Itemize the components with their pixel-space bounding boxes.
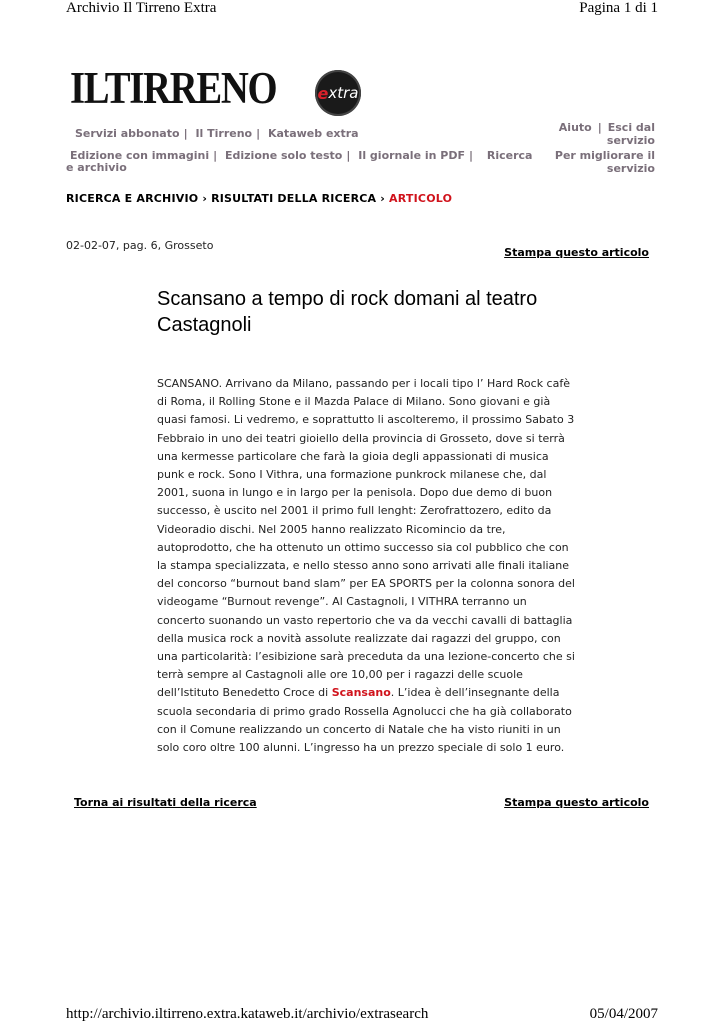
highlight-scansano: Scansano	[331, 686, 391, 700]
nav-edizione-immagini[interactable]: Edizione con immagini	[70, 149, 210, 162]
nav-ricerca[interactable]: Ricerca	[486, 149, 533, 162]
print-article-link-bottom[interactable]: Stampa questo articolo	[504, 796, 649, 809]
nav-sep: |	[183, 127, 188, 140]
nav-sep: |	[346, 149, 351, 162]
nav-ricerca-archivio[interactable]: e archivio	[66, 161, 127, 174]
back-to-results-link[interactable]: Torna ai risultati della ricerca	[74, 796, 257, 809]
nav-ricerca-cont[interactable]	[66, 161, 127, 174]
nav-il-tirreno[interactable]: Il Tirreno	[195, 127, 253, 140]
logo-wordmark: ILTIRRENO	[70, 63, 277, 113]
print-header-page: Pagina 1 di 1	[579, 0, 658, 16]
nav-aiuto[interactable]: Aiuto	[558, 121, 592, 134]
nav-esci[interactable]: Esci dal	[607, 121, 655, 134]
nav-esci-servizio[interactable]: servizio	[606, 134, 655, 147]
nav-giornale-pdf[interactable]: Il giornale in PDF	[358, 149, 466, 162]
nav-sep: |	[469, 149, 474, 162]
nav-row-2	[70, 149, 532, 162]
nav-migliorare-servizio[interactable]: servizio	[606, 162, 655, 175]
article-title: Scansano a tempo di rock domani al teatro Castagnoli	[157, 288, 538, 336]
nav-servizi-abbonato[interactable]: Servizi abbonato	[75, 127, 180, 140]
breadcrumb	[66, 192, 452, 205]
nav-right-1	[559, 121, 655, 147]
nav-sep: |	[256, 127, 261, 140]
badge-e: e	[317, 83, 329, 103]
print-footer-url: http://archivio.iltirreno.extra.kataweb.it/archivio/extrasearch	[66, 1006, 429, 1022]
breadcrumb-ricerca-archivio[interactable]: RICERCA E ARCHIVIO	[66, 192, 199, 205]
extra-badge-icon	[315, 70, 361, 116]
breadcrumb-arrow: ›	[202, 192, 208, 205]
nav-sep: |	[597, 121, 602, 134]
article-body	[157, 375, 577, 757]
print-header-title: Archivio Il Tirreno Extra	[66, 0, 217, 16]
badge-xtra: xtra	[328, 84, 359, 102]
nav-sep: |	[213, 149, 218, 162]
article-body-text: SCANSANO. Arrivano da Milano, passando per i locali tipo l’ Hard Rock cafè di Roma, il Rolling Stone e il Mazda Palace di Milano. Sono giovani e già quasi famosi. Li vedremo, e soprattutto li ascolteremo, il prossimo Sabato 3 Febbraio in uno dei teatri gioiello della provincia di Grosseto, dove si terrà una kermesse particolare che farà la gioia degli appassionati di musica punk e rock. Sono I Vithra, una formazione punkrock milanese che, dal 2001, suona in lungo e in largo per la penisola. Dopo due demo di buon successo, è uscito nel 2001 il primo full lenght: Zerofrattozero, edito da Videoradio dischi. Nel 2005 hanno realizzato Ricomincio da tre, autoprodotto, che ha ottenuto un ottimo successo sia col pubblico che con la stampa specializzata, e nello stesso anno sono arrivati alle finali italiane del concorso “burnout band slam” per EA SPORTS per la colonna sonora del videogame “Burnout revenge”. Al Castagnoli, I VITHRA terranno un concerto suonando un vasto repertorio che va da vecchi cavalli di battaglia della musica rock a novità assolute realizzate dai ragazzi del gruppo, con una particolarità: l’esibizione sarà preceduta da una lezione-concerto che si terrà sempre al Castagnoli alle ore 10,00 per i ragazzi delle scuole dell’Istituto Benedetto Croce di	[157, 377, 575, 700]
nav-row-1	[75, 127, 359, 140]
article-body-text-end: . L’idea è dell’insegnante della scuola secondaria di primo grado Rossella Agnolucci che ha già collaborato con il Comune realizzando un concerto di Natale che ha visto riuniti in un solo coro oltre 100 alunni. L’ingresso ha un prezzo speciale di solo 1 euro.	[157, 686, 572, 755]
breadcrumb-risultati[interactable]: RISULTATI DELLA RICERCA	[211, 192, 377, 205]
nav-migliorare[interactable]: Per migliorare il	[554, 149, 655, 162]
print-footer-date: 05/04/2007	[589, 1006, 658, 1022]
breadcrumb-articolo: ARTICOLO	[389, 192, 453, 205]
print-article-link-top[interactable]: Stampa questo articolo	[504, 246, 649, 259]
article-meta: 02-02-07, pag. 6, Grosseto	[66, 239, 214, 252]
nav-edizione-testo[interactable]: Edizione solo testo	[225, 149, 343, 162]
nav-right-2	[555, 149, 655, 175]
nav-kataweb-extra[interactable]: Kataweb extra	[267, 127, 359, 140]
breadcrumb-arrow: ›	[380, 192, 386, 205]
